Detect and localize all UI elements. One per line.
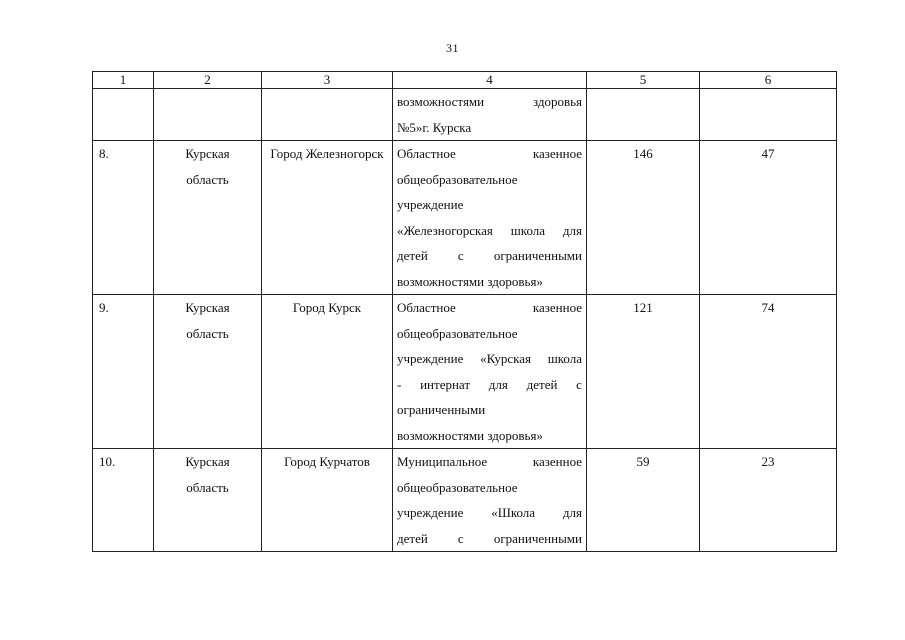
header-cell: 5 — [587, 72, 700, 89]
institution-line — [397, 346, 582, 372]
column6-cell — [700, 449, 837, 552]
institution-line — [397, 397, 582, 423]
institution-line — [397, 243, 582, 269]
column6-cell — [700, 141, 837, 295]
institution-line — [397, 475, 582, 501]
region-text: Курская — [185, 300, 230, 315]
institution-word: детей — [397, 248, 428, 263]
institution-line — [397, 372, 582, 398]
institution-word: детей — [526, 376, 558, 392]
city-text: Город Железногорск — [270, 146, 384, 161]
city-cell — [262, 449, 393, 552]
institution-line — [397, 167, 582, 193]
column6-value: 74 — [761, 300, 775, 315]
city-text: Город Курчатов — [284, 454, 370, 469]
institution-word: «Железногорская — [397, 222, 493, 238]
institution-word: детей — [397, 530, 428, 546]
header-cell: 2 — [154, 72, 262, 89]
institution-word: №5»г. Курска — [397, 119, 472, 135]
institution-line — [397, 89, 582, 115]
column6-value: 23 — [761, 454, 775, 469]
institution-word: учреждение — [397, 197, 464, 212]
column5-cell — [587, 141, 700, 295]
city-cell — [262, 295, 393, 449]
institution-word: здоровья — [532, 94, 582, 109]
institution-line — [397, 449, 582, 475]
header-cell: 1 — [93, 72, 154, 89]
institution-cell — [393, 89, 587, 141]
institution-word: интернат — [420, 376, 471, 392]
region-text: область — [186, 479, 229, 495]
region-cell — [154, 89, 262, 141]
region-cell — [154, 295, 262, 449]
institution-word: Муниципальное — [397, 454, 488, 469]
column5-value: 59 — [636, 454, 650, 469]
region-text: Курская — [185, 454, 230, 469]
city-cell — [262, 89, 393, 141]
institution-word: казенное — [532, 454, 582, 469]
institution-line — [397, 269, 582, 295]
institution-line — [397, 192, 582, 218]
column5-cell — [587, 449, 700, 552]
row-number: 10. — [99, 454, 116, 469]
institution-line — [397, 115, 582, 141]
institution-word: казенное — [532, 146, 582, 161]
institution-word: - — [397, 376, 402, 392]
row-number-cell — [93, 89, 154, 141]
institution-word: для — [562, 222, 582, 238]
region-text: Курская — [185, 146, 230, 161]
table-row — [93, 89, 837, 141]
institution-line — [397, 500, 582, 526]
institution-word: с — [457, 248, 464, 263]
table-row — [93, 449, 837, 552]
institution-word: ограниченными — [493, 530, 582, 546]
institution-word: для — [488, 376, 508, 392]
row-number: 9. — [99, 300, 109, 315]
region-cell — [154, 449, 262, 552]
region-text: область — [186, 171, 229, 187]
institution-word: Областное — [397, 300, 456, 315]
page-number: 31 — [446, 41, 459, 55]
institution-word: казенное — [532, 300, 582, 315]
institution-word: ограниченными — [493, 248, 582, 263]
institution-word: ограниченными — [397, 402, 486, 417]
institution-word: с — [457, 530, 464, 546]
institution-line — [397, 295, 582, 321]
institution-cell — [393, 141, 587, 295]
institution-line — [397, 526, 582, 552]
institution-word: школа — [547, 351, 582, 366]
region-cell — [154, 141, 262, 295]
institution-word: для — [562, 505, 582, 520]
row-number-cell — [93, 449, 154, 552]
institution-word: возможностями — [397, 94, 485, 109]
header-cell: 6 — [700, 72, 837, 89]
institution-word: возможностями здоровья» — [397, 273, 543, 289]
institutions-table — [92, 71, 837, 552]
city-text: Город Курск — [292, 300, 362, 315]
column5-value: 121 — [633, 300, 653, 315]
institution-line — [397, 423, 582, 449]
column6-cell — [700, 89, 837, 141]
city-cell — [262, 141, 393, 295]
institution-word: Областное — [397, 146, 456, 161]
column5-cell — [587, 295, 700, 449]
header-cell: 3 — [262, 72, 393, 89]
row-number-cell — [93, 141, 154, 295]
institution-word: учреждение — [397, 505, 464, 520]
institution-cell — [393, 449, 587, 552]
institution-line — [397, 218, 582, 244]
institution-word: с — [576, 376, 582, 392]
institution-word: общеобразовательное — [397, 171, 518, 187]
institution-word: «Школа — [491, 505, 536, 520]
institution-word: общеобразовательное — [397, 479, 518, 495]
table-row — [93, 141, 837, 295]
institution-line — [397, 321, 582, 347]
column6-value: 47 — [761, 146, 775, 161]
header-cell: 4 — [393, 72, 587, 89]
institution-word: общеобразовательное — [397, 325, 518, 341]
column5-value: 146 — [633, 146, 653, 161]
column6-cell — [700, 295, 837, 449]
table-row — [93, 295, 837, 449]
header-row — [93, 72, 837, 89]
institution-cell — [393, 295, 587, 449]
column5-cell — [587, 89, 700, 141]
row-number-cell — [93, 295, 154, 449]
institution-word: «Курская — [480, 351, 531, 366]
institution-word: школа — [510, 222, 546, 238]
institution-word: возможностями здоровья» — [397, 427, 543, 443]
institution-line — [397, 141, 582, 167]
row-number: 8. — [99, 146, 109, 161]
institution-word: учреждение — [397, 351, 464, 366]
region-text: область — [186, 325, 229, 341]
